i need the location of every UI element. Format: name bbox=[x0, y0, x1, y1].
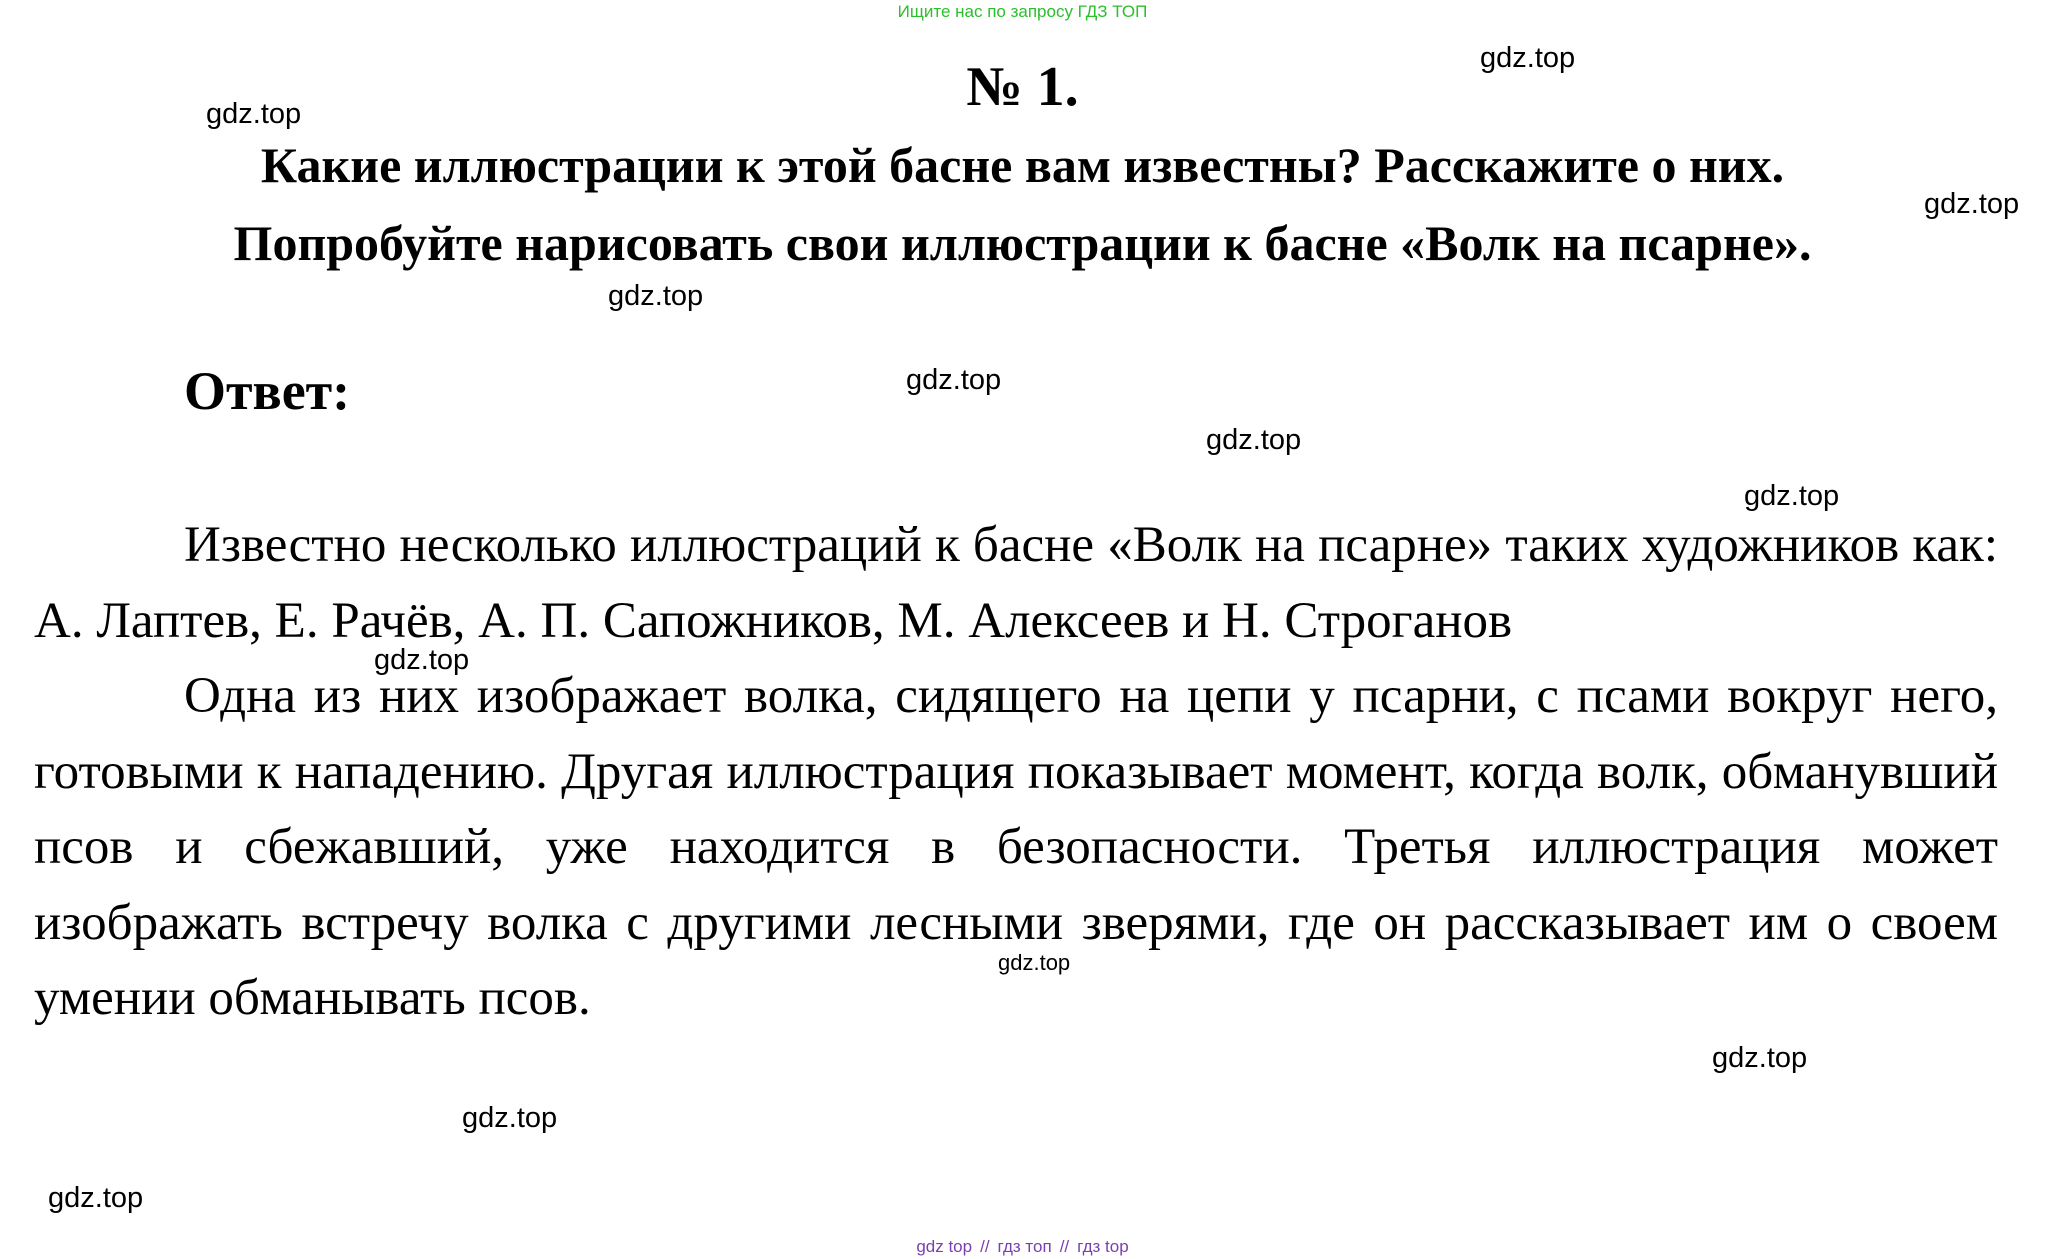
watermark: gdz.top bbox=[1206, 424, 1302, 456]
footer-separator: // bbox=[980, 1237, 990, 1256]
answer-paragraph-2: Одна из них изображает волка, сидящего на цепи у псарни, с псами вокруг него, готовыми к нападению. Другая иллюстрация показывает момент, когда волк, обманувший псов и сбежавший, уже находится в безопасности. Третья иллюстрация может изображать встречу волка с другими лесными зверями, где он рассказывает им о своем умении обманывать псов. bbox=[34, 668, 1998, 1026]
answer-paragraph-1: Известно несколько иллюстраций к басне «Волк на псарне» таких художников как: А. Лаптев, Е. Рачёв, А. П. Сапожников, М. Алексеев и Н. Строганов bbox=[34, 517, 1998, 649]
search-hint-banner: Ищите нас по запросу ГДЗ ТОП bbox=[897, 2, 1148, 21]
watermark: gdz.top bbox=[462, 1102, 558, 1134]
watermark: gdz.top bbox=[374, 644, 470, 676]
watermark: gdz.top bbox=[906, 364, 1002, 396]
watermark: gdz.top bbox=[608, 280, 704, 312]
footer-link[interactable]: gdz top bbox=[916, 1237, 973, 1256]
footer-separator: // bbox=[1059, 1237, 1070, 1256]
watermark: gdz.top bbox=[1924, 188, 2020, 220]
watermark: gdz.top bbox=[998, 950, 1071, 975]
footer-links bbox=[0, 1237, 2045, 1257]
answer-label: Ответ: bbox=[184, 361, 351, 421]
footer-link[interactable]: гдз топ bbox=[997, 1237, 1052, 1256]
watermark: gdz.top bbox=[48, 1182, 144, 1214]
task-number: № 1. bbox=[966, 56, 1079, 118]
watermark: gdz.top bbox=[1480, 42, 1576, 74]
watermark: gdz.top bbox=[206, 98, 302, 130]
task-question-line-2: Попробуйте нарисовать свои иллюстрации к басне «Волк на псарне». bbox=[233, 215, 1812, 271]
task-question-line-1: Какие иллюстрации к этой басне вам известны? Расскажите о них. bbox=[260, 137, 1785, 193]
watermark: gdz.top bbox=[1712, 1042, 1808, 1074]
footer-link[interactable]: гдз top bbox=[1077, 1237, 1129, 1256]
watermark: gdz.top bbox=[1744, 480, 1840, 512]
